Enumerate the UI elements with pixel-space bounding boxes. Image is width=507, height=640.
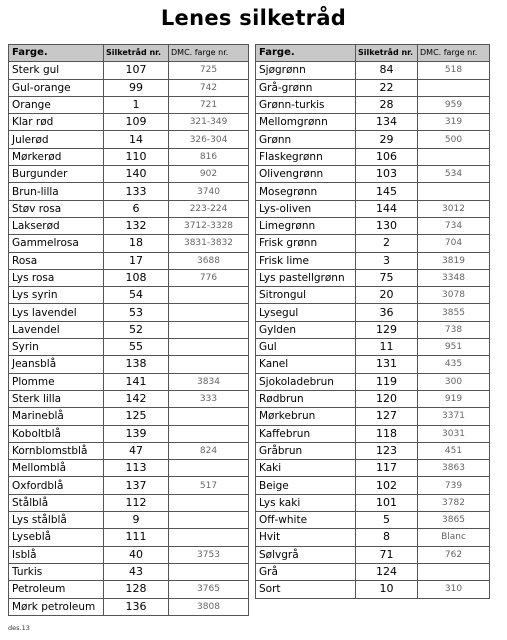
silk-number-cell: 18: [104, 235, 169, 252]
dmc-number-cell: 3031: [418, 425, 490, 442]
dmc-number-cell: 704: [418, 235, 490, 252]
table-row: [9, 581, 249, 598]
silk-number-cell: 84: [356, 62, 418, 79]
dmc-number-cell: 824: [169, 442, 249, 459]
dmc-number-cell: [169, 494, 249, 511]
color-name-cell: Gul-orange: [9, 79, 104, 96]
silk-number-cell: 136: [104, 598, 169, 615]
color-name-cell: Petroleum: [9, 581, 104, 598]
dmc-number-cell: 326-304: [169, 131, 249, 148]
color-name-cell: Sort: [256, 581, 356, 598]
color-name-cell: Kaffebrun: [256, 425, 356, 442]
color-name-cell: Kornblomstblå: [9, 442, 104, 459]
color-name-cell: Isblå: [9, 546, 104, 563]
table-row: [9, 598, 249, 615]
silk-number-cell: 9: [104, 512, 169, 529]
color-name-cell: Gylden: [256, 321, 356, 338]
table-header-row: [256, 45, 490, 62]
table-row: [256, 252, 490, 269]
color-name-cell: Mørkerød: [9, 148, 104, 165]
table-row: [9, 200, 249, 217]
silk-number-cell: 124: [356, 563, 418, 580]
dmc-number-cell: 3765: [169, 581, 249, 598]
dmc-number-cell: 742: [169, 79, 249, 96]
dmc-number-cell: Blanc: [418, 529, 490, 546]
column-header-dmc-number: DMC. farge nr.: [418, 45, 490, 62]
table-row: [9, 494, 249, 511]
table-row: [9, 183, 249, 200]
color-name-cell: Sjokoladebrun: [256, 373, 356, 390]
color-name-cell: Gul: [256, 339, 356, 356]
silk-number-cell: 117: [356, 460, 418, 477]
table-row: [256, 62, 490, 79]
dmc-number-cell: [418, 148, 490, 165]
dmc-number-cell: 902: [169, 166, 249, 183]
color-name-cell: Mørkebrun: [256, 408, 356, 425]
color-name-cell: Lakserød: [9, 217, 104, 234]
silk-number-cell: 110: [104, 148, 169, 165]
silk-number-cell: 142: [104, 390, 169, 407]
table-row: [256, 200, 490, 217]
color-name-cell: Stålblå: [9, 494, 104, 511]
column-header-silk-number: Silketråd nr.: [104, 45, 169, 62]
dmc-number-cell: 721: [169, 96, 249, 113]
silk-number-cell: 111: [104, 529, 169, 546]
color-name-cell: Off-white: [256, 512, 356, 529]
table-row: [256, 546, 490, 563]
dmc-number-cell: 3855: [418, 304, 490, 321]
page-title: Lenes silketråd: [160, 6, 347, 30]
silk-number-cell: 75: [356, 269, 418, 286]
color-name-cell: Sjøgrønn: [256, 62, 356, 79]
dmc-number-cell: [169, 512, 249, 529]
table-row: [9, 390, 249, 407]
table-row: [9, 166, 249, 183]
table-row: [9, 321, 249, 338]
table-row: [256, 529, 490, 546]
color-name-cell: Sølvgrå: [256, 546, 356, 563]
table-row: [9, 62, 249, 79]
color-name-cell: Lys pastellgrønn: [256, 269, 356, 286]
dmc-number-cell: 3078: [418, 287, 490, 304]
color-name-cell: Mellomgrønn: [256, 114, 356, 131]
table-row: [256, 114, 490, 131]
silk-number-cell: 14: [104, 131, 169, 148]
dmc-number-cell: 725: [169, 62, 249, 79]
table-row: [9, 339, 249, 356]
dmc-number-cell: [169, 304, 249, 321]
silk-number-cell: 109: [104, 114, 169, 131]
column-header-color: Farge.: [9, 45, 104, 62]
color-name-cell: Limegrønn: [256, 217, 356, 234]
color-name-cell: Turkis: [9, 563, 104, 580]
silk-number-cell: 108: [104, 269, 169, 286]
table-row: [9, 442, 249, 459]
table-row: [9, 563, 249, 580]
color-name-cell: Sterk lilla: [9, 390, 104, 407]
silk-number-cell: 138: [104, 356, 169, 373]
silk-number-cell: 5: [356, 512, 418, 529]
dmc-number-cell: [169, 563, 249, 580]
color-name-cell: Sitrongul: [256, 287, 356, 304]
color-name-cell: Burgunder: [9, 166, 104, 183]
dmc-number-cell: 3012: [418, 200, 490, 217]
table-row: [9, 529, 249, 546]
column-header-dmc-number: DMC. farge nr.: [169, 45, 249, 62]
silk-number-cell: 29: [356, 131, 418, 148]
color-name-cell: Plomme: [9, 373, 104, 390]
dmc-number-cell: 3782: [418, 494, 490, 511]
document-footer: des.13: [8, 624, 30, 632]
table-row: [256, 79, 490, 96]
silk-number-cell: 101: [356, 494, 418, 511]
dmc-number-cell: [418, 563, 490, 580]
color-name-cell: Lys stålblå: [9, 512, 104, 529]
dmc-number-cell: [418, 183, 490, 200]
silk-number-cell: 120: [356, 390, 418, 407]
table-row: [256, 304, 490, 321]
table-row: [256, 166, 490, 183]
silk-number-cell: 133: [104, 183, 169, 200]
silk-number-cell: 40: [104, 546, 169, 563]
thread-table-left: [8, 44, 249, 616]
table-row: [256, 512, 490, 529]
silk-number-cell: 106: [356, 148, 418, 165]
dmc-number-cell: [169, 408, 249, 425]
dmc-number-cell: 333: [169, 390, 249, 407]
color-name-cell: Lys rosa: [9, 269, 104, 286]
silk-number-cell: 43: [104, 563, 169, 580]
color-name-cell: Lys kaki: [256, 494, 356, 511]
color-name-cell: Grå-grønn: [256, 79, 356, 96]
silk-number-cell: 137: [104, 477, 169, 494]
table-row: [9, 217, 249, 234]
dmc-number-cell: 300: [418, 373, 490, 390]
table-row: [9, 114, 249, 131]
table-row: [256, 477, 490, 494]
silk-number-cell: 55: [104, 339, 169, 356]
dmc-number-cell: 738: [418, 321, 490, 338]
table-row: [9, 96, 249, 113]
dmc-number-cell: [418, 79, 490, 96]
silk-number-cell: 141: [104, 373, 169, 390]
table-row: [9, 460, 249, 477]
dmc-number-cell: 451: [418, 442, 490, 459]
silk-number-cell: 112: [104, 494, 169, 511]
table-row: [9, 408, 249, 425]
dmc-number-cell: 919: [418, 390, 490, 407]
silk-number-cell: 103: [356, 166, 418, 183]
color-name-cell: Lys-oliven: [256, 200, 356, 217]
silk-number-cell: 2: [356, 235, 418, 252]
dmc-number-cell: 762: [418, 546, 490, 563]
color-name-cell: Grønn: [256, 131, 356, 148]
silk-number-cell: 131: [356, 356, 418, 373]
dmc-number-cell: 734: [418, 217, 490, 234]
color-name-cell: Rosa: [9, 252, 104, 269]
dmc-number-cell: [169, 460, 249, 477]
dmc-number-cell: 3740: [169, 183, 249, 200]
silk-number-cell: 107: [104, 62, 169, 79]
silk-number-cell: 47: [104, 442, 169, 459]
table-row: [9, 79, 249, 96]
silk-number-cell: 54: [104, 287, 169, 304]
table-row: [9, 477, 249, 494]
dmc-number-cell: 517: [169, 477, 249, 494]
color-name-cell: Brun-lilla: [9, 183, 104, 200]
color-name-cell: Orange: [9, 96, 104, 113]
color-name-cell: Lys syrin: [9, 287, 104, 304]
color-name-cell: Jeansblå: [9, 356, 104, 373]
silk-number-cell: 129: [356, 321, 418, 338]
dmc-number-cell: 816: [169, 148, 249, 165]
color-name-cell: Oxfordblå: [9, 477, 104, 494]
silk-number-cell: 3: [356, 252, 418, 269]
table-row: [256, 235, 490, 252]
dmc-number-cell: 321-349: [169, 114, 249, 131]
table-row: [256, 217, 490, 234]
table-row: [256, 460, 490, 477]
color-name-cell: Frisk lime: [256, 252, 356, 269]
color-name-cell: Kaki: [256, 460, 356, 477]
dmc-number-cell: [169, 339, 249, 356]
dmc-number-cell: 3712-3328: [169, 217, 249, 234]
color-name-cell: Lysegul: [256, 304, 356, 321]
color-name-cell: Lavendel: [9, 321, 104, 338]
table-row: [256, 96, 490, 113]
color-name-cell: Frisk grønn: [256, 235, 356, 252]
color-name-cell: Olivengrønn: [256, 166, 356, 183]
table-row: [256, 390, 490, 407]
table-row: [256, 339, 490, 356]
dmc-number-cell: 3831-3832: [169, 235, 249, 252]
silk-number-cell: 128: [104, 581, 169, 598]
color-name-cell: Gammelrosa: [9, 235, 104, 252]
table-row: [256, 494, 490, 511]
table-row: [9, 512, 249, 529]
dmc-number-cell: 951: [418, 339, 490, 356]
silk-number-cell: 99: [104, 79, 169, 96]
dmc-number-cell: [169, 287, 249, 304]
dmc-number-cell: 223-224: [169, 200, 249, 217]
dmc-number-cell: 534: [418, 166, 490, 183]
color-name-cell: Klar rød: [9, 114, 104, 131]
color-name-cell: Rødbrun: [256, 390, 356, 407]
table-row: [256, 321, 490, 338]
dmc-number-cell: 3688: [169, 252, 249, 269]
thread-table-right: [255, 44, 490, 599]
silk-number-cell: 53: [104, 304, 169, 321]
table-row: [256, 183, 490, 200]
dmc-number-cell: 739: [418, 477, 490, 494]
table-row: [256, 425, 490, 442]
column-header-color: Farge.: [256, 45, 356, 62]
silk-number-cell: 22: [356, 79, 418, 96]
table-row: [9, 131, 249, 148]
color-name-cell: Lys lavendel: [9, 304, 104, 321]
silk-number-cell: 134: [356, 114, 418, 131]
table-row: [9, 252, 249, 269]
table-row: [256, 269, 490, 286]
color-name-cell: Mørk petroleum: [9, 598, 104, 615]
color-name-cell: Grønn-turkis: [256, 96, 356, 113]
color-name-cell: Kanel: [256, 356, 356, 373]
dmc-number-cell: 3348: [418, 269, 490, 286]
dmc-number-cell: [169, 425, 249, 442]
color-name-cell: Marineblå: [9, 408, 104, 425]
color-name-cell: Sterk gul: [9, 62, 104, 79]
silk-number-cell: 10: [356, 581, 418, 598]
silk-number-cell: 118: [356, 425, 418, 442]
table-row: [256, 563, 490, 580]
table-row: [9, 235, 249, 252]
silk-number-cell: 36: [356, 304, 418, 321]
dmc-number-cell: 3753: [169, 546, 249, 563]
dmc-number-cell: 3808: [169, 598, 249, 615]
color-name-cell: Lyseblå: [9, 529, 104, 546]
table-row: [256, 356, 490, 373]
dmc-number-cell: 3834: [169, 373, 249, 390]
table-row: [256, 131, 490, 148]
table-row: [256, 148, 490, 165]
table-row: [9, 304, 249, 321]
silk-number-cell: 130: [356, 217, 418, 234]
color-name-cell: Mosegrønn: [256, 183, 356, 200]
silk-number-cell: 145: [356, 183, 418, 200]
dmc-number-cell: 776: [169, 269, 249, 286]
silk-number-cell: 8: [356, 529, 418, 546]
dmc-number-cell: 3371: [418, 408, 490, 425]
table-row: [9, 425, 249, 442]
dmc-number-cell: 3819: [418, 252, 490, 269]
color-name-cell: Gråbrun: [256, 442, 356, 459]
dmc-number-cell: [169, 321, 249, 338]
silk-number-cell: 132: [104, 217, 169, 234]
dmc-number-cell: [169, 356, 249, 373]
dmc-number-cell: 518: [418, 62, 490, 79]
silk-number-cell: 139: [104, 425, 169, 442]
table-row: [256, 287, 490, 304]
silk-number-cell: 125: [104, 408, 169, 425]
table-row: [256, 373, 490, 390]
silk-number-cell: 11: [356, 339, 418, 356]
dmc-number-cell: [169, 529, 249, 546]
table-row: [9, 356, 249, 373]
color-name-cell: Hvit: [256, 529, 356, 546]
dmc-number-cell: 310: [418, 581, 490, 598]
dmc-number-cell: 435: [418, 356, 490, 373]
table-row: [9, 148, 249, 165]
table-row: [9, 373, 249, 390]
silk-number-cell: 127: [356, 408, 418, 425]
table-row: [256, 442, 490, 459]
silk-number-cell: 119: [356, 373, 418, 390]
silk-number-cell: 123: [356, 442, 418, 459]
silk-number-cell: 1: [104, 96, 169, 113]
silk-number-cell: 20: [356, 287, 418, 304]
silk-number-cell: 113: [104, 460, 169, 477]
column-header-silk-number: Silketråd nr.: [356, 45, 418, 62]
color-name-cell: Syrin: [9, 339, 104, 356]
dmc-number-cell: 500: [418, 131, 490, 148]
table-row: [9, 546, 249, 563]
color-name-cell: Flaskegrønn: [256, 148, 356, 165]
color-name-cell: Julerød: [9, 131, 104, 148]
color-name-cell: Koboltblå: [9, 425, 104, 442]
silk-number-cell: 144: [356, 200, 418, 217]
silk-number-cell: 28: [356, 96, 418, 113]
dmc-number-cell: 959: [418, 96, 490, 113]
silk-number-cell: 140: [104, 166, 169, 183]
color-name-cell: Mellomblå: [9, 460, 104, 477]
color-name-cell: Støv rosa: [9, 200, 104, 217]
silk-number-cell: 52: [104, 321, 169, 338]
silk-number-cell: 71: [356, 546, 418, 563]
table-row: [256, 581, 490, 598]
color-name-cell: Grå: [256, 563, 356, 580]
silk-number-cell: 6: [104, 200, 169, 217]
color-name-cell: Beige: [256, 477, 356, 494]
silk-number-cell: 102: [356, 477, 418, 494]
table-row: [9, 269, 249, 286]
dmc-number-cell: 3863: [418, 460, 490, 477]
table-header-row: [9, 45, 249, 62]
silk-number-cell: 17: [104, 252, 169, 269]
dmc-number-cell: 3865: [418, 512, 490, 529]
table-row: [256, 408, 490, 425]
dmc-number-cell: 319: [418, 114, 490, 131]
table-row: [9, 287, 249, 304]
